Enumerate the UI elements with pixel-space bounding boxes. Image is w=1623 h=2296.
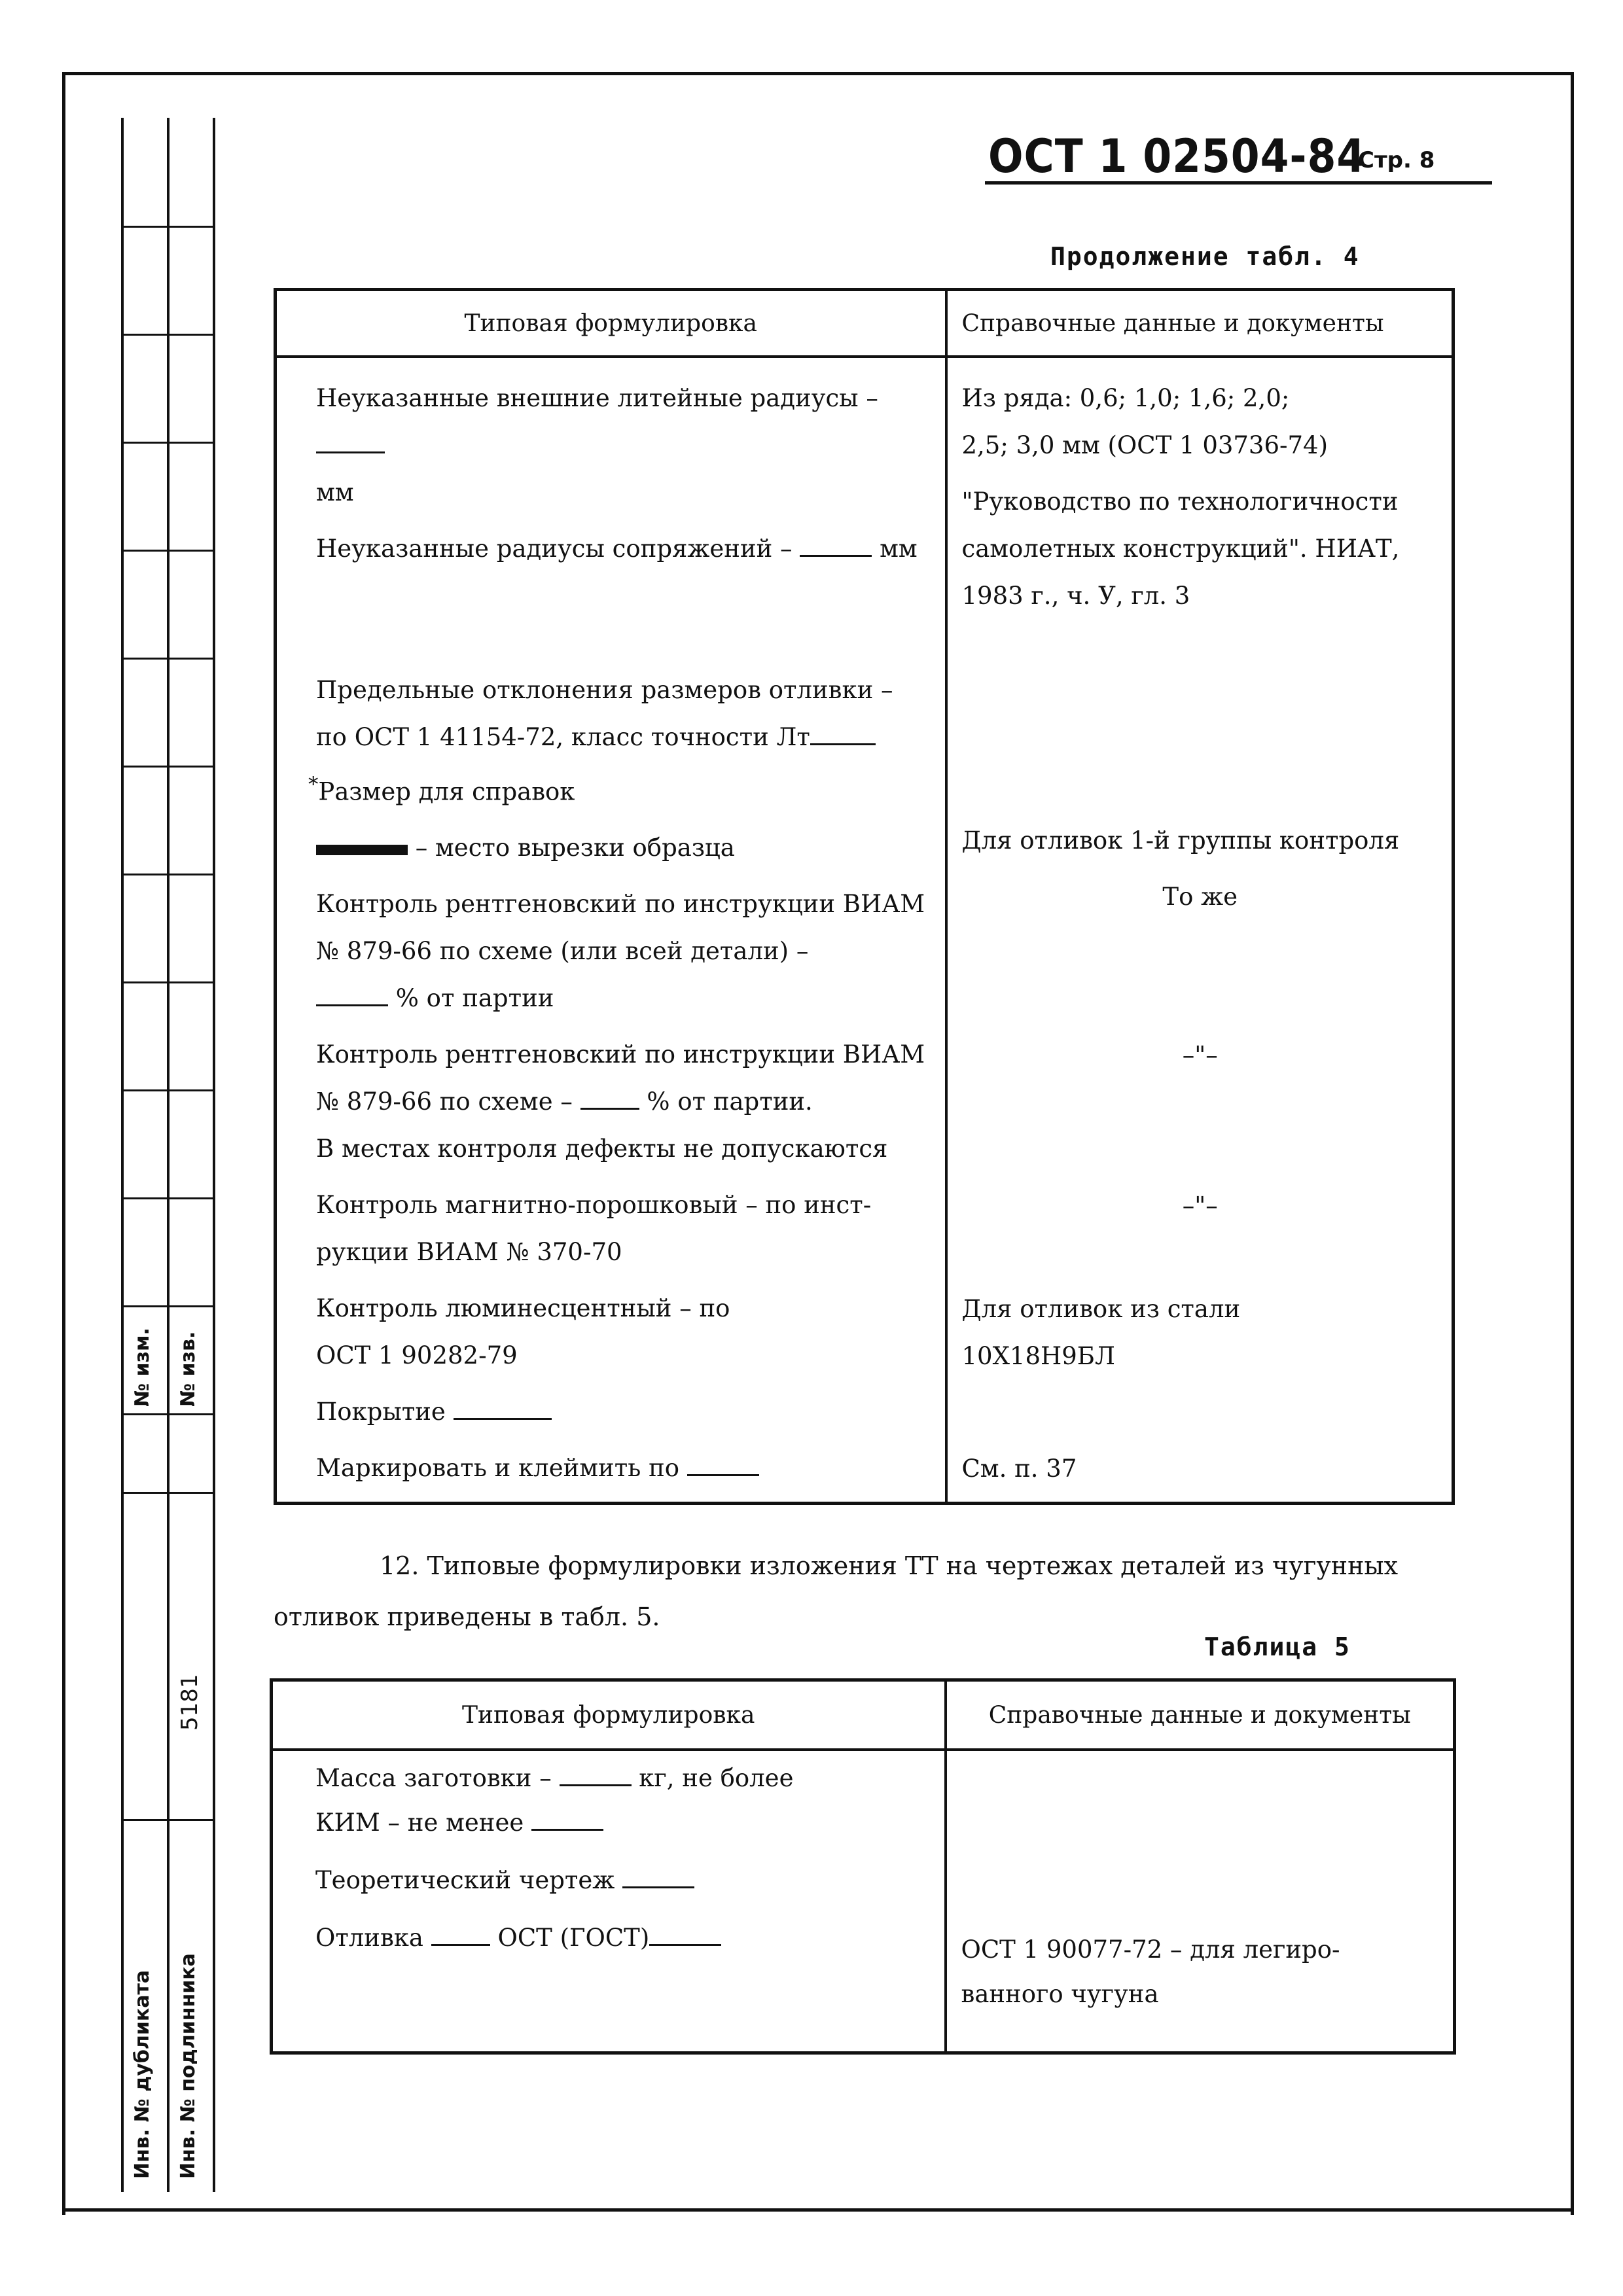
stamp-column-1 xyxy=(121,118,124,2192)
table-5 xyxy=(270,1678,1456,2055)
cell-text: ванного чугуна xyxy=(961,1980,1159,2008)
stamp-line xyxy=(121,1197,213,1199)
cell-text: № 879-66 по схеме – xyxy=(316,1087,573,1116)
cell-text: –"– xyxy=(1182,1041,1218,1069)
table5-col1-header: Типовая формулировка xyxy=(272,1680,946,1750)
cell-text: –"– xyxy=(1182,1192,1218,1220)
footnote-star: * xyxy=(308,773,319,796)
stamp-inv-podl-label: Инв. № подлинника xyxy=(177,1953,200,2179)
table5-header-row xyxy=(272,1680,1455,1750)
stamp-line xyxy=(121,658,213,660)
cell-text: Размер для справок xyxy=(318,777,575,806)
table5-row-left xyxy=(272,1750,946,2053)
table-row xyxy=(276,357,1454,1504)
cell-text: рукции ВИАМ № 370-70 xyxy=(316,1238,622,1267)
table4-col1-header: Типовая формулировка xyxy=(276,290,946,357)
cell-text: % от партии xyxy=(395,984,554,1013)
stamp-column-3 xyxy=(213,118,215,2192)
cell-text: Для отливок из стали xyxy=(961,1295,1241,1323)
cell-text: Масса заготовки – xyxy=(315,1764,552,1792)
stamp-line xyxy=(121,1492,213,1494)
cell-text: Контроль магнитно-порошковый – по инст- xyxy=(316,1191,872,1220)
cell-text: В местах контроля дефекты не допускаются xyxy=(316,1135,888,1163)
bottom-border xyxy=(62,2208,1574,2212)
paragraph-line-2: отливок приведены в табл. 5. xyxy=(274,1602,660,1631)
stamp-line xyxy=(121,1089,213,1091)
stamp-line xyxy=(121,981,213,983)
cell-text: – место вырезки образца xyxy=(415,834,735,862)
stamp-column-2 xyxy=(167,118,169,2192)
cell-text: кг, не более xyxy=(639,1764,794,1792)
stamp-line xyxy=(121,1305,213,1307)
cell-text: № 879-66 по схеме (или всей детали) – xyxy=(316,937,809,966)
table4-row-right xyxy=(946,357,1454,1504)
cell-text: Неуказанные внешние литейные радиусы – xyxy=(316,384,878,412)
table5-col2-header: Справочные данные и документы xyxy=(946,1680,1455,1750)
cell-text: "Руководство по технологичности xyxy=(961,487,1399,516)
document-code: ОСТ 1 02504-84 xyxy=(988,130,1366,183)
stamp-line xyxy=(121,874,213,875)
cell-text: Покрытие xyxy=(316,1398,446,1426)
stamp-line xyxy=(121,442,213,444)
cell-text: по ОСТ 1 41154-72, класс точности Лт xyxy=(316,723,810,751)
cell-text: Из ряда: 0,6; 1,0; 1,6; 2,0; xyxy=(961,384,1290,412)
cell-text: 10Х18Н9БЛ xyxy=(961,1342,1115,1370)
cell-text: То же xyxy=(1162,883,1238,911)
paragraph-line-1: 12. Типовые формулировки изложения ТТ на чертежах деталей из чугунных xyxy=(380,1551,1399,1580)
cell-text: Контроль люминесцентный – по xyxy=(316,1294,730,1323)
cell-text: Отливка xyxy=(315,1924,423,1952)
cut-line-symbol xyxy=(316,845,408,855)
stamp-izv-label: № изв. xyxy=(177,1331,200,1407)
stamp-line xyxy=(121,1413,213,1415)
stamp-line xyxy=(121,1819,213,1821)
cell-text: Для отливок 1-й группы контроля xyxy=(961,826,1400,855)
cell-text: ОСТ 1 90282-79 xyxy=(316,1341,518,1370)
table5-row-right xyxy=(946,1750,1455,2053)
cell-text: мм xyxy=(316,478,354,506)
cell-text: ОСТ 1 90077-72 – для легиро- xyxy=(961,1935,1340,1964)
cell-text: КИМ – не менее xyxy=(315,1809,524,1837)
table4-row-left xyxy=(276,357,946,1504)
cell-text: 2,5; 3,0 мм (ОСТ 1 03736-74) xyxy=(961,431,1329,459)
stamp-line xyxy=(121,766,213,768)
table-row xyxy=(272,1750,1455,2053)
header-rule xyxy=(985,181,1492,185)
stamp-inv-dubl-label: Инв. № дубликата xyxy=(131,1969,154,2179)
cell-text: Предельные отклонения размеров отливки – xyxy=(316,676,893,704)
cell-text: мм xyxy=(880,535,918,563)
page-number: Стр. 8 xyxy=(1358,147,1435,173)
stamp-line xyxy=(121,550,213,552)
stamp-inv-podl-value: 5181 xyxy=(177,1674,203,1731)
cell-text: См. п. 37 xyxy=(961,1455,1077,1483)
table4-caption: Продолжение табл. 4 xyxy=(1050,242,1360,271)
stamp-line xyxy=(121,334,213,336)
cell-text: % от партии. xyxy=(647,1087,813,1116)
cell-text: Теоретический чертеж xyxy=(315,1866,615,1894)
cell-text: Контроль рентгеновский по инструкции ВИАМ xyxy=(316,1040,925,1069)
stamp-line xyxy=(121,226,213,228)
cell-text: ОСТ (ГОСТ) xyxy=(497,1924,650,1952)
cell-text: Маркировать и клеймить по xyxy=(316,1454,679,1483)
table4-header-row xyxy=(276,290,1454,357)
cell-text: Неуказанные радиусы сопряжений – xyxy=(316,535,793,563)
table5-caption: Таблица 5 xyxy=(1204,1633,1351,1661)
cell-text: самолетных конструкций". НИАТ, xyxy=(961,535,1400,563)
cell-text: Контроль рентгеновский по инструкции ВИАМ xyxy=(316,890,925,919)
stamp-izm-label: № изм. xyxy=(131,1328,154,1407)
table-4 xyxy=(274,288,1455,1505)
table4-col2-header: Справочные данные и документы xyxy=(946,290,1454,357)
cell-text: 1983 г., ч. У, гл. 3 xyxy=(961,582,1190,610)
